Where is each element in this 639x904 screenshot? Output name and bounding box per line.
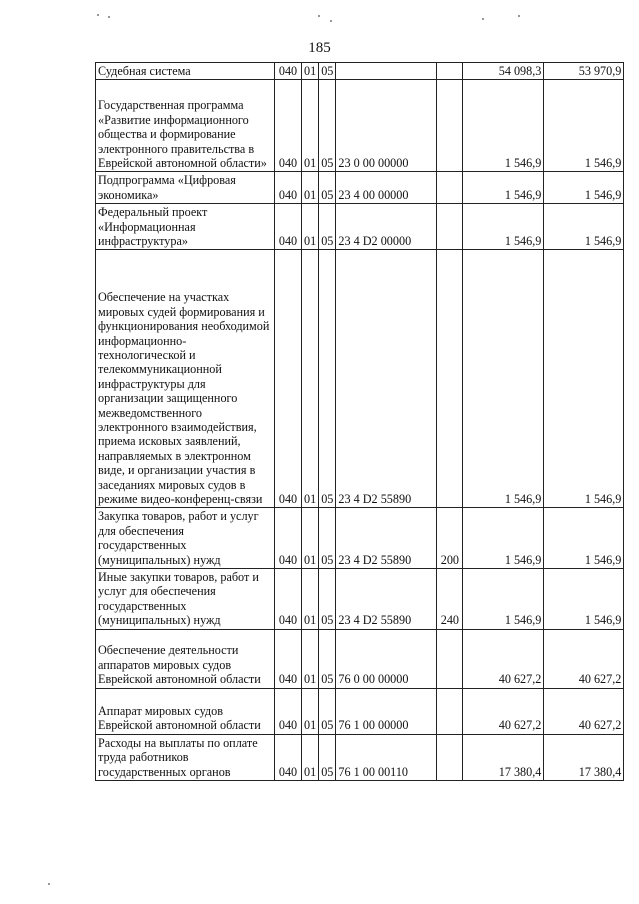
section-code-cell: 01 <box>302 63 319 80</box>
target-article-cell: 76 0 00 00000 <box>336 629 437 688</box>
amount-year-1-cell: 1 546,9 <box>463 508 544 569</box>
subsection-code-cell: 05 <box>319 204 336 250</box>
amount-year-2-cell: 40 627,2 <box>544 688 624 734</box>
amount-year-1-cell: 40 627,2 <box>463 629 544 688</box>
section-code-cell: 01 <box>302 734 319 780</box>
expense-type-cell <box>437 63 463 80</box>
ministry-code-cell: 040 <box>275 204 302 250</box>
subsection-code-cell: 05 <box>319 172 336 204</box>
scan-speck <box>48 883 50 885</box>
ministry-code-cell: 040 <box>275 508 302 569</box>
section-code-cell: 01 <box>302 508 319 569</box>
expense-type-cell <box>437 172 463 204</box>
ministry-code-cell: 040 <box>275 688 302 734</box>
table-row <box>96 688 624 734</box>
subsection-code-cell: 05 <box>319 734 336 780</box>
table-row <box>96 569 624 630</box>
section-code-cell: 01 <box>302 172 319 204</box>
subsection-code-cell: 05 <box>319 569 336 630</box>
amount-year-2-cell: 1 546,9 <box>544 204 624 250</box>
ministry-code-cell: 040 <box>275 734 302 780</box>
expense-type-cell <box>437 629 463 688</box>
budget-table-body <box>96 63 624 781</box>
expense-type-cell <box>437 80 463 172</box>
expense-type-cell: 240 <box>437 569 463 630</box>
amount-year-2-cell: 53 970,9 <box>544 63 624 80</box>
section-code-cell: 01 <box>302 204 319 250</box>
amount-year-2-cell: 1 546,9 <box>544 80 624 172</box>
expense-type-cell <box>437 688 463 734</box>
target-article-cell: 23 4 00 00000 <box>336 172 437 204</box>
subsection-code-cell: 05 <box>319 688 336 734</box>
row-name-cell: Обеспечение на участках мировых судей формирования и функционирования необходимой информационно-технологической и телекоммуникационной инфраструктуры для организации защищенного межведомственного электронного взаимодействия, приема исковых заявлений, направляемых в электронном виде, и организации участия в заседаниях мировых судов в режиме видео-конференц-связи <box>96 250 275 508</box>
amount-year-2-cell: 1 546,9 <box>544 569 624 630</box>
ministry-code-cell: 040 <box>275 629 302 688</box>
expense-type-cell <box>437 734 463 780</box>
amount-year-1-cell: 17 380,4 <box>463 734 544 780</box>
amount-year-1-cell: 1 546,9 <box>463 80 544 172</box>
expense-type-cell: 200 <box>437 508 463 569</box>
expense-type-cell <box>437 250 463 508</box>
scan-speck <box>108 16 110 18</box>
table-row <box>96 172 624 204</box>
amount-year-1-cell: 40 627,2 <box>463 688 544 734</box>
target-article-cell: 76 1 00 00000 <box>336 688 437 734</box>
target-article-cell: 23 0 00 00000 <box>336 80 437 172</box>
row-name-cell: Судебная система <box>96 63 275 80</box>
row-name-cell: Подпрограмма «Цифровая экономика» <box>96 172 275 204</box>
ministry-code-cell: 040 <box>275 172 302 204</box>
section-code-cell: 01 <box>302 250 319 508</box>
subsection-code-cell: 05 <box>319 250 336 508</box>
scan-speck <box>97 14 99 16</box>
amount-year-1-cell: 1 546,9 <box>463 569 544 630</box>
target-article-cell: 76 1 00 00110 <box>336 734 437 780</box>
amount-year-2-cell: 1 546,9 <box>544 508 624 569</box>
page-number: 185 <box>308 40 331 56</box>
scan-speck <box>318 15 320 17</box>
amount-year-2-cell: 1 546,9 <box>544 172 624 204</box>
amount-year-2-cell: 40 627,2 <box>544 629 624 688</box>
amount-year-2-cell: 1 546,9 <box>544 250 624 508</box>
subsection-code-cell: 05 <box>319 629 336 688</box>
ministry-code-cell: 040 <box>275 569 302 630</box>
row-name-cell: Иные закупки товаров, работ и услуг для обеспечения государственных (муниципальных) нужд <box>96 569 275 630</box>
section-code-cell: 01 <box>302 80 319 172</box>
row-name-cell: Расходы на выплаты по оплате труда работников государственных органов <box>96 734 275 780</box>
budget-table <box>95 62 624 781</box>
table-row <box>96 80 624 172</box>
scan-speck <box>518 15 520 17</box>
amount-year-1-cell: 1 546,9 <box>463 250 544 508</box>
table-row <box>96 734 624 780</box>
subsection-code-cell: 05 <box>319 80 336 172</box>
ministry-code-cell: 040 <box>275 63 302 80</box>
subsection-code-cell: 05 <box>319 63 336 80</box>
amount-year-2-cell: 17 380,4 <box>544 734 624 780</box>
amount-year-1-cell: 1 546,9 <box>463 204 544 250</box>
target-article-cell <box>336 63 437 80</box>
ministry-code-cell: 040 <box>275 80 302 172</box>
section-code-cell: 01 <box>302 569 319 630</box>
amount-year-1-cell: 1 546,9 <box>463 172 544 204</box>
section-code-cell: 01 <box>302 629 319 688</box>
section-code-cell: 01 <box>302 688 319 734</box>
row-name-cell: Аппарат мировых судов Еврейской автономной области <box>96 688 275 734</box>
target-article-cell: 23 4 D2 55890 <box>336 250 437 508</box>
row-name-cell: Государственная программа «Развитие информационного общества и формирование электронного правительства в Еврейской автономной области» <box>96 80 275 172</box>
table-row <box>96 204 624 250</box>
scan-speck <box>330 20 332 22</box>
row-name-cell: Закупка товаров, работ и услуг для обеспечения государственных (муниципальных) нужд <box>96 508 275 569</box>
amount-year-1-cell: 54 098,3 <box>463 63 544 80</box>
row-name-cell: Обеспечение деятельности аппаратов мировых судов Еврейской автономной области <box>96 629 275 688</box>
table-row <box>96 508 624 569</box>
table-row <box>96 63 624 80</box>
row-name-cell: Федеральный проект «Информационная инфраструктура» <box>96 204 275 250</box>
target-article-cell: 23 4 D2 55890 <box>336 569 437 630</box>
ministry-code-cell: 040 <box>275 250 302 508</box>
table-row <box>96 250 624 508</box>
subsection-code-cell: 05 <box>319 508 336 569</box>
target-article-cell: 23 4 D2 55890 <box>336 508 437 569</box>
scan-speck <box>482 18 484 20</box>
expense-type-cell <box>437 204 463 250</box>
table-row <box>96 629 624 688</box>
target-article-cell: 23 4 D2 00000 <box>336 204 437 250</box>
